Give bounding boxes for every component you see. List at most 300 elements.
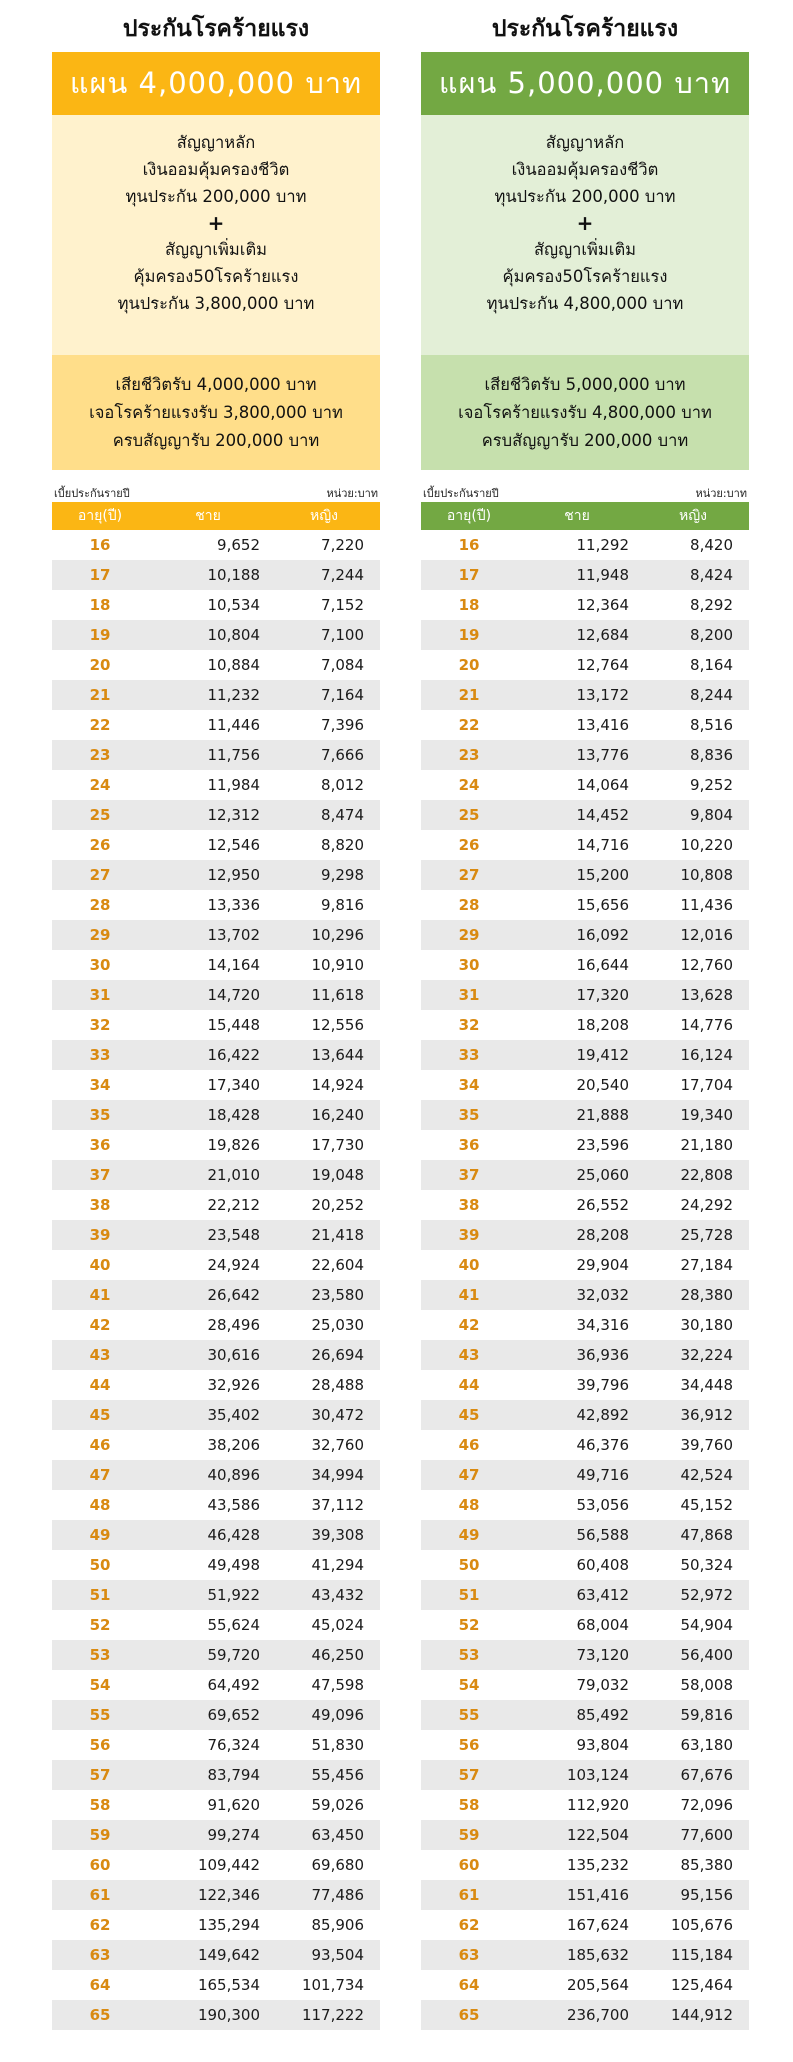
table-row xyxy=(52,1850,380,1880)
cell-female-premium: 10,220 xyxy=(680,836,733,854)
cell-age: 44 xyxy=(458,1376,480,1394)
cell-age: 65 xyxy=(458,2006,480,2024)
header-female: หญิง xyxy=(679,508,707,524)
table-row xyxy=(52,1580,380,1610)
cell-age: 30 xyxy=(458,956,480,974)
cell-age: 65 xyxy=(89,2006,111,2024)
cell-age: 41 xyxy=(89,1286,111,1304)
cell-female-premium: 13,644 xyxy=(311,1046,364,1064)
cell-age: 50 xyxy=(89,1556,111,1574)
cell-age: 47 xyxy=(89,1466,111,1484)
cell-female-premium: 8,836 xyxy=(690,746,733,764)
cell-female-premium: 25,728 xyxy=(680,1226,733,1244)
cell-male-premium: 28,208 xyxy=(576,1226,629,1244)
cell-male-premium: 103,124 xyxy=(566,1766,629,1784)
cell-female-premium: 85,380 xyxy=(680,1856,733,1874)
benefit-line: เสียชีวิตรับ 4,000,000 บาท xyxy=(115,375,317,394)
table-row xyxy=(421,1550,749,1580)
table-row xyxy=(421,1430,749,1460)
cell-female-premium: 10,296 xyxy=(311,926,364,944)
cell-age: 16 xyxy=(458,536,480,554)
cell-male-premium: 109,442 xyxy=(197,1856,260,1874)
table-row xyxy=(52,1760,380,1790)
cell-female-premium: 10,910 xyxy=(311,956,364,974)
cell-age: 46 xyxy=(89,1436,111,1454)
cell-male-premium: 11,446 xyxy=(207,716,260,734)
benefit-line: ครบสัญญารับ 200,000 บาท xyxy=(112,431,320,450)
cell-male-premium: 12,950 xyxy=(207,866,260,884)
cell-age: 42 xyxy=(458,1316,480,1334)
cell-male-premium: 165,534 xyxy=(197,1976,260,1994)
table-row xyxy=(421,1880,749,1910)
cell-age: 32 xyxy=(458,1016,480,1034)
cell-female-premium: 20,252 xyxy=(311,1196,364,1214)
cell-age: 30 xyxy=(89,956,111,974)
cell-age: 47 xyxy=(458,1466,480,1484)
cell-male-premium: 205,564 xyxy=(566,1976,629,1994)
header-age: อายุ(ปี) xyxy=(77,508,123,524)
cell-female-premium: 49,096 xyxy=(311,1706,364,1724)
cell-female-premium: 46,250 xyxy=(311,1646,364,1664)
header-male: ชาย xyxy=(564,508,590,524)
cell-age: 16 xyxy=(89,536,111,554)
cell-male-premium: 38,206 xyxy=(207,1436,260,1454)
cell-female-premium: 117,222 xyxy=(301,2006,364,2024)
benefit-box xyxy=(421,355,749,470)
table-row xyxy=(421,770,749,800)
table-header xyxy=(421,502,749,530)
table-row xyxy=(421,800,749,830)
cell-age: 63 xyxy=(458,1946,480,1964)
table-row xyxy=(52,1610,380,1640)
cell-age: 21 xyxy=(458,686,480,704)
cell-male-premium: 79,032 xyxy=(576,1676,629,1694)
cell-male-premium: 26,642 xyxy=(207,1286,260,1304)
cell-male-premium: 42,892 xyxy=(576,1406,629,1424)
coverage-box xyxy=(52,115,380,355)
cell-female-premium: 36,912 xyxy=(680,1406,733,1424)
table-row xyxy=(52,1370,380,1400)
cell-female-premium: 58,008 xyxy=(680,1676,733,1694)
cell-male-premium: 19,826 xyxy=(207,1136,260,1154)
cell-age: 49 xyxy=(89,1526,111,1544)
cell-age: 38 xyxy=(458,1196,480,1214)
cell-female-premium: 12,016 xyxy=(680,926,733,944)
table-row xyxy=(52,1790,380,1820)
cell-female-premium: 50,324 xyxy=(680,1556,733,1574)
cell-female-premium: 8,164 xyxy=(690,656,733,674)
coverage-box xyxy=(421,115,749,355)
cell-male-premium: 15,656 xyxy=(576,896,629,914)
cell-age: 55 xyxy=(89,1706,111,1724)
table-row xyxy=(421,980,749,1010)
table-row xyxy=(421,1310,749,1340)
cell-female-premium: 8,420 xyxy=(690,536,733,554)
table-row xyxy=(52,1700,380,1730)
coverage-line: คุ้มครอง50โรคร้ายแรง xyxy=(502,267,668,286)
table-row xyxy=(52,2000,380,2030)
table-row xyxy=(52,560,380,590)
cell-male-premium: 20,540 xyxy=(576,1076,629,1094)
cell-male-premium: 16,644 xyxy=(576,956,629,974)
cell-female-premium: 39,760 xyxy=(680,1436,733,1454)
cell-female-premium: 47,598 xyxy=(311,1676,364,1694)
cell-female-premium: 7,084 xyxy=(321,656,364,674)
cell-male-premium: 17,320 xyxy=(576,986,629,1004)
cell-female-premium: 39,308 xyxy=(311,1526,364,1544)
table-row xyxy=(52,1550,380,1580)
table-row xyxy=(421,530,749,560)
cell-male-premium: 12,684 xyxy=(576,626,629,644)
coverage-line: สัญญาหลัก xyxy=(545,133,625,152)
cell-male-premium: 68,004 xyxy=(576,1616,629,1634)
table-row xyxy=(421,1610,749,1640)
cell-age: 57 xyxy=(89,1766,111,1784)
cell-male-premium: 122,346 xyxy=(197,1886,260,1904)
cell-female-premium: 34,994 xyxy=(311,1466,364,1484)
cell-age: 37 xyxy=(89,1166,111,1184)
cell-age: 36 xyxy=(89,1136,111,1154)
table-row xyxy=(52,1910,380,1940)
cell-male-premium: 12,546 xyxy=(207,836,260,854)
cell-age: 41 xyxy=(458,1286,480,1304)
table-row xyxy=(52,680,380,710)
cell-male-premium: 49,716 xyxy=(576,1466,629,1484)
cell-age: 63 xyxy=(89,1946,111,1964)
cell-male-premium: 73,120 xyxy=(576,1646,629,1664)
cell-female-premium: 32,760 xyxy=(311,1436,364,1454)
cell-age: 62 xyxy=(89,1916,111,1934)
cell-male-premium: 29,904 xyxy=(576,1256,629,1274)
cell-male-premium: 14,064 xyxy=(576,776,629,794)
coverage-line: เงินออมคุ้มครองชีวิต xyxy=(142,160,290,179)
cell-female-premium: 11,436 xyxy=(680,896,733,914)
coverage-line: ทุนประกัน 200,000 บาท xyxy=(125,187,307,206)
cell-age: 52 xyxy=(89,1616,111,1634)
benefit-box xyxy=(52,355,380,470)
cell-age: 25 xyxy=(458,806,480,824)
table-row xyxy=(421,1250,749,1280)
cell-male-premium: 24,924 xyxy=(207,1256,260,1274)
table-row xyxy=(52,590,380,620)
cell-male-premium: 10,188 xyxy=(207,566,260,584)
cell-male-premium: 236,700 xyxy=(566,2006,629,2024)
cell-female-premium: 27,184 xyxy=(680,1256,733,1274)
cell-age: 61 xyxy=(89,1886,111,1904)
cell-age: 40 xyxy=(89,1256,111,1274)
cell-male-premium: 11,292 xyxy=(576,536,629,554)
table-row xyxy=(52,980,380,1010)
cell-age: 24 xyxy=(89,776,111,794)
cell-male-premium: 149,642 xyxy=(197,1946,260,1964)
cell-female-premium: 16,240 xyxy=(311,1106,364,1124)
benefit-line: ครบสัญญารับ 200,000 บาท xyxy=(481,431,689,450)
table-row xyxy=(421,560,749,590)
cell-age: 59 xyxy=(458,1826,480,1844)
cell-male-premium: 99,274 xyxy=(207,1826,260,1844)
table-row xyxy=(52,830,380,860)
table-row xyxy=(421,1070,749,1100)
cell-female-premium: 125,464 xyxy=(670,1976,733,1994)
cell-age: 21 xyxy=(89,686,111,704)
cell-male-premium: 185,632 xyxy=(566,1946,629,1964)
cell-male-premium: 12,764 xyxy=(576,656,629,674)
cell-female-premium: 22,604 xyxy=(311,1256,364,1274)
cell-female-premium: 30,472 xyxy=(311,1406,364,1424)
table-row xyxy=(421,1520,749,1550)
plan-4m-column xyxy=(52,0,380,2030)
cell-age: 52 xyxy=(458,1616,480,1634)
cell-male-premium: 91,620 xyxy=(207,1796,260,1814)
cell-age: 33 xyxy=(89,1046,111,1064)
cell-female-premium: 77,600 xyxy=(680,1826,733,1844)
cell-male-premium: 22,212 xyxy=(207,1196,260,1214)
cell-age: 45 xyxy=(89,1406,111,1424)
cell-male-premium: 14,716 xyxy=(576,836,629,854)
table-row xyxy=(52,1880,380,1910)
cell-female-premium: 19,340 xyxy=(680,1106,733,1124)
cell-male-premium: 16,092 xyxy=(576,926,629,944)
cell-male-premium: 36,936 xyxy=(576,1346,629,1364)
cell-age: 60 xyxy=(458,1856,480,1874)
cell-female-premium: 24,292 xyxy=(680,1196,733,1214)
cell-age: 25 xyxy=(89,806,111,824)
cell-female-premium: 85,906 xyxy=(311,1916,364,1934)
cell-female-premium: 69,680 xyxy=(311,1856,364,1874)
table-row xyxy=(421,620,749,650)
cell-age: 50 xyxy=(458,1556,480,1574)
cell-male-premium: 167,624 xyxy=(566,1916,629,1934)
table-row xyxy=(52,1520,380,1550)
cell-female-premium: 22,808 xyxy=(680,1166,733,1184)
premium-label: เบี้ยประกันรายปี xyxy=(423,487,499,500)
cell-age: 33 xyxy=(458,1046,480,1064)
unit-label: หน่วย:บาท xyxy=(695,487,747,500)
coverage-line: ทุนประกัน 200,000 บาท xyxy=(494,187,676,206)
cell-male-premium: 12,312 xyxy=(207,806,260,824)
table-row xyxy=(52,740,380,770)
cell-age: 40 xyxy=(458,1256,480,1274)
table-row xyxy=(421,1490,749,1520)
table-row xyxy=(52,1400,380,1430)
cell-male-premium: 11,948 xyxy=(576,566,629,584)
table-row xyxy=(52,1130,380,1160)
cell-male-premium: 25,060 xyxy=(576,1166,629,1184)
table-row xyxy=(421,680,749,710)
cell-male-premium: 60,408 xyxy=(576,1556,629,1574)
plan-banner: แผน 4,000,000 บาท xyxy=(52,52,380,115)
cell-female-premium: 7,396 xyxy=(321,716,364,734)
cell-male-premium: 15,448 xyxy=(207,1016,260,1034)
cell-age: 51 xyxy=(89,1586,111,1604)
cell-age: 64 xyxy=(89,1976,111,1994)
table-row xyxy=(421,1220,749,1250)
cell-female-premium: 8,820 xyxy=(321,836,364,854)
cell-female-premium: 144,912 xyxy=(670,2006,733,2024)
cell-male-premium: 46,376 xyxy=(576,1436,629,1454)
cell-male-premium: 19,412 xyxy=(576,1046,629,1064)
cell-age: 35 xyxy=(458,1106,480,1124)
coverage-line: สัญญาเพิ่มเติม xyxy=(533,240,637,259)
cell-age: 46 xyxy=(458,1436,480,1454)
cell-female-premium: 30,180 xyxy=(680,1316,733,1334)
coverage-line: สัญญาเพิ่มเติม xyxy=(164,240,268,259)
cell-age: 43 xyxy=(89,1346,111,1364)
cell-female-premium: 43,432 xyxy=(311,1586,364,1604)
cell-male-premium: 49,498 xyxy=(207,1556,260,1574)
cell-female-premium: 34,448 xyxy=(680,1376,733,1394)
cell-male-premium: 14,720 xyxy=(207,986,260,1004)
cell-female-premium: 8,012 xyxy=(321,776,364,794)
cell-male-premium: 135,232 xyxy=(566,1856,629,1874)
table-row xyxy=(52,1640,380,1670)
benefit-line: เสียชีวิตรับ 5,000,000 บาท xyxy=(484,375,686,394)
cell-female-premium: 42,524 xyxy=(680,1466,733,1484)
table-row xyxy=(52,1190,380,1220)
cell-female-premium: 21,180 xyxy=(680,1136,733,1154)
cell-male-premium: 13,172 xyxy=(576,686,629,704)
table-row xyxy=(421,740,749,770)
plan-5m-column xyxy=(421,0,749,2030)
cell-female-premium: 10,808 xyxy=(680,866,733,884)
cell-male-premium: 46,428 xyxy=(207,1526,260,1544)
table-row xyxy=(52,1460,380,1490)
cell-female-premium: 95,156 xyxy=(680,1886,733,1904)
cell-age: 53 xyxy=(458,1646,480,1664)
table-row xyxy=(52,950,380,980)
cell-male-premium: 85,492 xyxy=(576,1706,629,1724)
table-row xyxy=(421,1760,749,1790)
cell-age: 18 xyxy=(458,596,480,614)
cell-age: 31 xyxy=(89,986,111,1004)
cell-female-premium: 45,024 xyxy=(311,1616,364,1634)
cell-male-premium: 13,776 xyxy=(576,746,629,764)
cell-age: 29 xyxy=(458,926,480,944)
table-row xyxy=(52,1820,380,1850)
cell-age: 19 xyxy=(89,626,111,644)
cell-male-premium: 23,596 xyxy=(576,1136,629,1154)
table-row xyxy=(52,1280,380,1310)
cell-male-premium: 34,316 xyxy=(576,1316,629,1334)
cell-male-premium: 55,624 xyxy=(207,1616,260,1634)
unit-label: หน่วย:บาท xyxy=(326,487,378,500)
cell-male-premium: 76,324 xyxy=(207,1736,260,1754)
table-row xyxy=(52,860,380,890)
cell-age: 17 xyxy=(458,566,480,584)
table-row xyxy=(52,1220,380,1250)
cell-female-premium: 26,694 xyxy=(311,1346,364,1364)
cell-female-premium: 54,904 xyxy=(680,1616,733,1634)
header-female: หญิง xyxy=(310,508,338,524)
cell-age: 62 xyxy=(458,1916,480,1934)
cell-female-premium: 14,776 xyxy=(680,1016,733,1034)
cell-female-premium: 59,816 xyxy=(680,1706,733,1724)
header-age: อายุ(ปี) xyxy=(446,508,492,524)
cell-female-premium: 8,244 xyxy=(690,686,733,704)
table-row xyxy=(52,1040,380,1070)
cell-female-premium: 63,450 xyxy=(311,1826,364,1844)
table-row xyxy=(421,1850,749,1880)
table-row xyxy=(52,1250,380,1280)
cell-female-premium: 77,486 xyxy=(311,1886,364,1904)
cell-male-premium: 10,804 xyxy=(207,626,260,644)
cell-male-premium: 14,452 xyxy=(576,806,629,824)
cell-age: 43 xyxy=(458,1346,480,1364)
table-row xyxy=(421,1940,749,1970)
table-row xyxy=(52,1970,380,2000)
table-row xyxy=(52,1340,380,1370)
cell-female-premium: 9,804 xyxy=(690,806,733,824)
cell-male-premium: 35,402 xyxy=(207,1406,260,1424)
table-row xyxy=(52,770,380,800)
table-row xyxy=(421,650,749,680)
cell-male-premium: 13,416 xyxy=(576,716,629,734)
cell-female-premium: 12,556 xyxy=(311,1016,364,1034)
table-row xyxy=(421,590,749,620)
coverage-line: เงินออมคุ้มครองชีวิต xyxy=(511,160,659,179)
cell-male-premium: 59,720 xyxy=(207,1646,260,1664)
cell-female-premium: 7,666 xyxy=(321,746,364,764)
cell-age: 31 xyxy=(458,986,480,1004)
cell-age: 22 xyxy=(89,716,111,734)
table-row xyxy=(421,1280,749,1310)
cell-female-premium: 25,030 xyxy=(311,1316,364,1334)
cell-age: 32 xyxy=(89,1016,111,1034)
table-row xyxy=(52,1490,380,1520)
cell-age: 24 xyxy=(458,776,480,794)
cell-female-premium: 16,124 xyxy=(680,1046,733,1064)
coverage-line: ทุนประกัน 4,800,000 บาท xyxy=(486,294,684,313)
cell-age: 45 xyxy=(458,1406,480,1424)
cell-female-premium: 105,676 xyxy=(670,1916,733,1934)
coverage-line: สัญญาหลัก xyxy=(176,133,256,152)
cell-female-premium: 8,516 xyxy=(690,716,733,734)
cell-female-premium: 8,424 xyxy=(690,566,733,584)
cell-female-premium: 9,252 xyxy=(690,776,733,794)
cell-male-premium: 11,756 xyxy=(207,746,260,764)
cell-male-premium: 9,652 xyxy=(217,536,260,554)
cell-female-premium: 8,474 xyxy=(321,806,364,824)
cell-age: 59 xyxy=(89,1826,111,1844)
cell-female-premium: 28,488 xyxy=(311,1376,364,1394)
cell-age: 54 xyxy=(89,1676,111,1694)
table-row xyxy=(421,1580,749,1610)
cell-age: 28 xyxy=(458,896,480,914)
table-row xyxy=(52,1430,380,1460)
cell-female-premium: 13,628 xyxy=(680,986,733,1004)
cell-female-premium: 9,298 xyxy=(321,866,364,884)
cell-age: 20 xyxy=(89,656,111,674)
table-row xyxy=(52,1940,380,1970)
table-row xyxy=(421,1790,749,1820)
cell-female-premium: 11,618 xyxy=(311,986,364,1004)
table-row xyxy=(421,920,749,950)
plan-banner: แผน 5,000,000 บาท xyxy=(421,52,749,115)
cell-age: 19 xyxy=(458,626,480,644)
cell-age: 20 xyxy=(458,656,480,674)
table-row xyxy=(421,1010,749,1040)
cell-age: 57 xyxy=(458,1766,480,1784)
cell-male-premium: 12,364 xyxy=(576,596,629,614)
cell-female-premium: 56,400 xyxy=(680,1646,733,1664)
table-row xyxy=(52,1160,380,1190)
table-row xyxy=(52,650,380,680)
table-row xyxy=(52,1070,380,1100)
table-row xyxy=(421,1460,749,1490)
table-row xyxy=(421,1400,749,1430)
cell-male-premium: 83,794 xyxy=(207,1766,260,1784)
cell-age: 36 xyxy=(458,1136,480,1154)
